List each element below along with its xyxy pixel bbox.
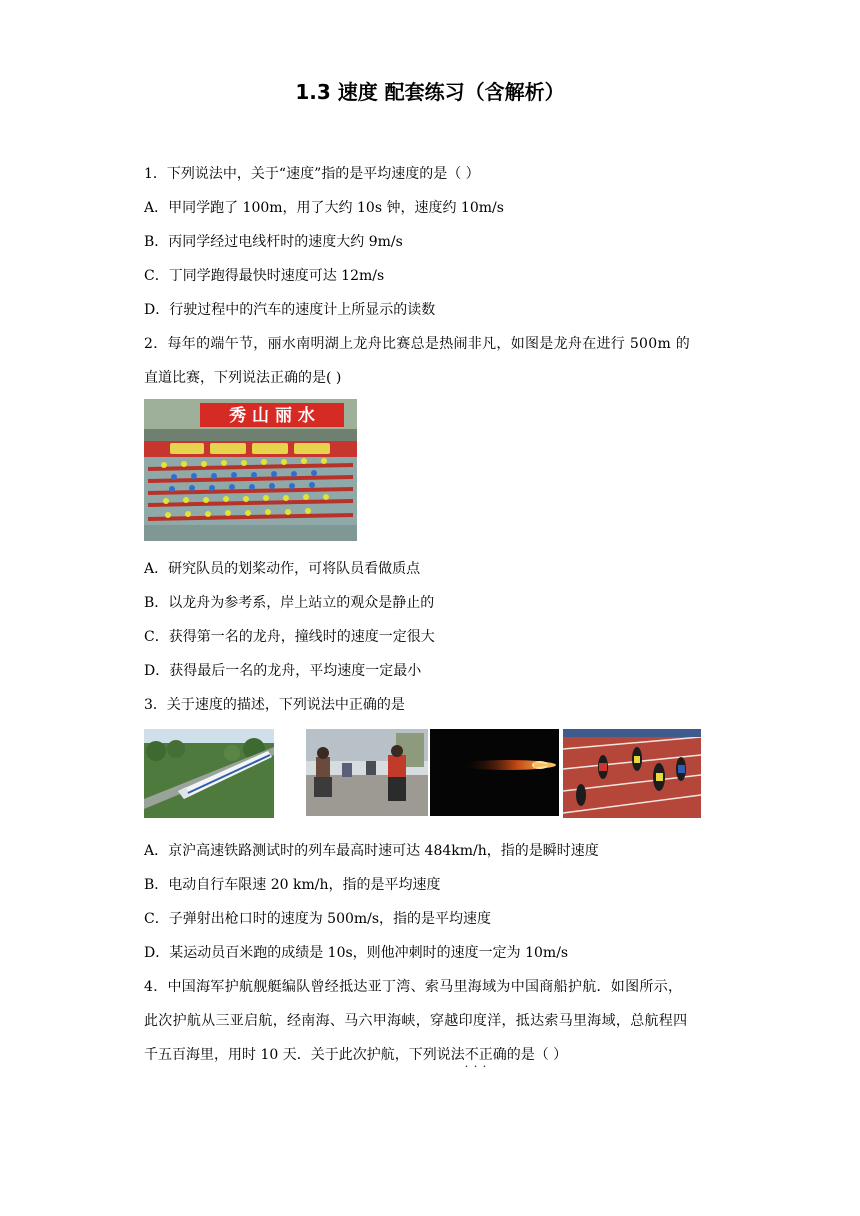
sprinters-race-image [563, 729, 701, 818]
question-2-option-a: A．研究队员的划桨动作，可将队员看做质点 [144, 561, 421, 577]
question-1-option-c: C．丁同学跑得最快时速度可达 12m/s [144, 268, 385, 284]
emphasis-not-correct: 不正确 · · · [465, 1047, 507, 1063]
question-2-stem-line-1: 2．每年的端午节，丽水南明湖上龙舟比赛总是热闹非凡，如图是龙舟在进行 500m 的 [144, 336, 691, 352]
question-1-option-d: D．行驶过程中的汽车的速度计上所显示的读数 [144, 302, 436, 318]
question-4-stem-line-2: 此次护航从三亚启航，经南海、马六甲海峡，穿越印度洋，抵达索马里海域，总航程四 [144, 1013, 688, 1029]
dragon-boat-race-image [144, 399, 357, 541]
question-2-option-d: D．获得最后一名的龙舟，平均速度一定最小 [144, 663, 422, 679]
question-3-stem: 3．关于速度的描述，下列说法中正确的是 [144, 697, 405, 713]
document-title: 1.3 速度 配套练习（含解析） [295, 80, 565, 104]
question-4-stem-line-1: 4．中国海军护航舰艇编队曾经抵达亚丁湾、索马里海域为中国商船护航．如图所示， [144, 979, 683, 995]
banner-text: 秀 山 丽 水 [229, 406, 315, 426]
question-3-option-a: A．京沪高速铁路测试时的列车最高时速可达 484km/h，指的是瞬时速度 [144, 843, 599, 859]
bullet-fired-image [430, 729, 559, 816]
electric-bikes-image [306, 729, 428, 816]
question-2-option-c: C．获得第一名的龙舟，撞线时的速度一定很大 [144, 629, 435, 645]
question-3-option-d: D．某运动员百米跑的成绩是 10s，则他冲刺时的速度一定为 10m/s [144, 945, 569, 961]
question-3-option-c: C．子弹射出枪口时的速度为 500m/s，指的是平均速度 [144, 911, 492, 927]
question-3-option-b: B．电动自行车限速 20 km/h，指的是平均速度 [144, 877, 441, 893]
question-4-stem-text: 千五百海里，用时 10 天．关于此次护航，下列说法 [144, 1047, 465, 1063]
question-4-stem-line-3 [144, 1044, 567, 1064]
question-2-stem-line-2: 直道比赛，下列说法正确的是( ) [144, 370, 342, 386]
question-4-stem-bracket: 的是（ ） [506, 1047, 568, 1063]
question-1-option-a: A．甲同学跑了 100m，用了大约 10s 钟，速度约 10m/s [144, 200, 504, 216]
question-1-stem: 1．下列说法中，关于“速度”指的是平均速度的是（ ） [144, 166, 480, 182]
high-speed-train-image [144, 729, 274, 818]
question-1-option-b: B．丙同学经过电线杆时的速度大约 9m/s [144, 234, 403, 250]
question-2-option-b: B．以龙舟为参考系，岸上站立的观众是静止的 [144, 595, 435, 611]
